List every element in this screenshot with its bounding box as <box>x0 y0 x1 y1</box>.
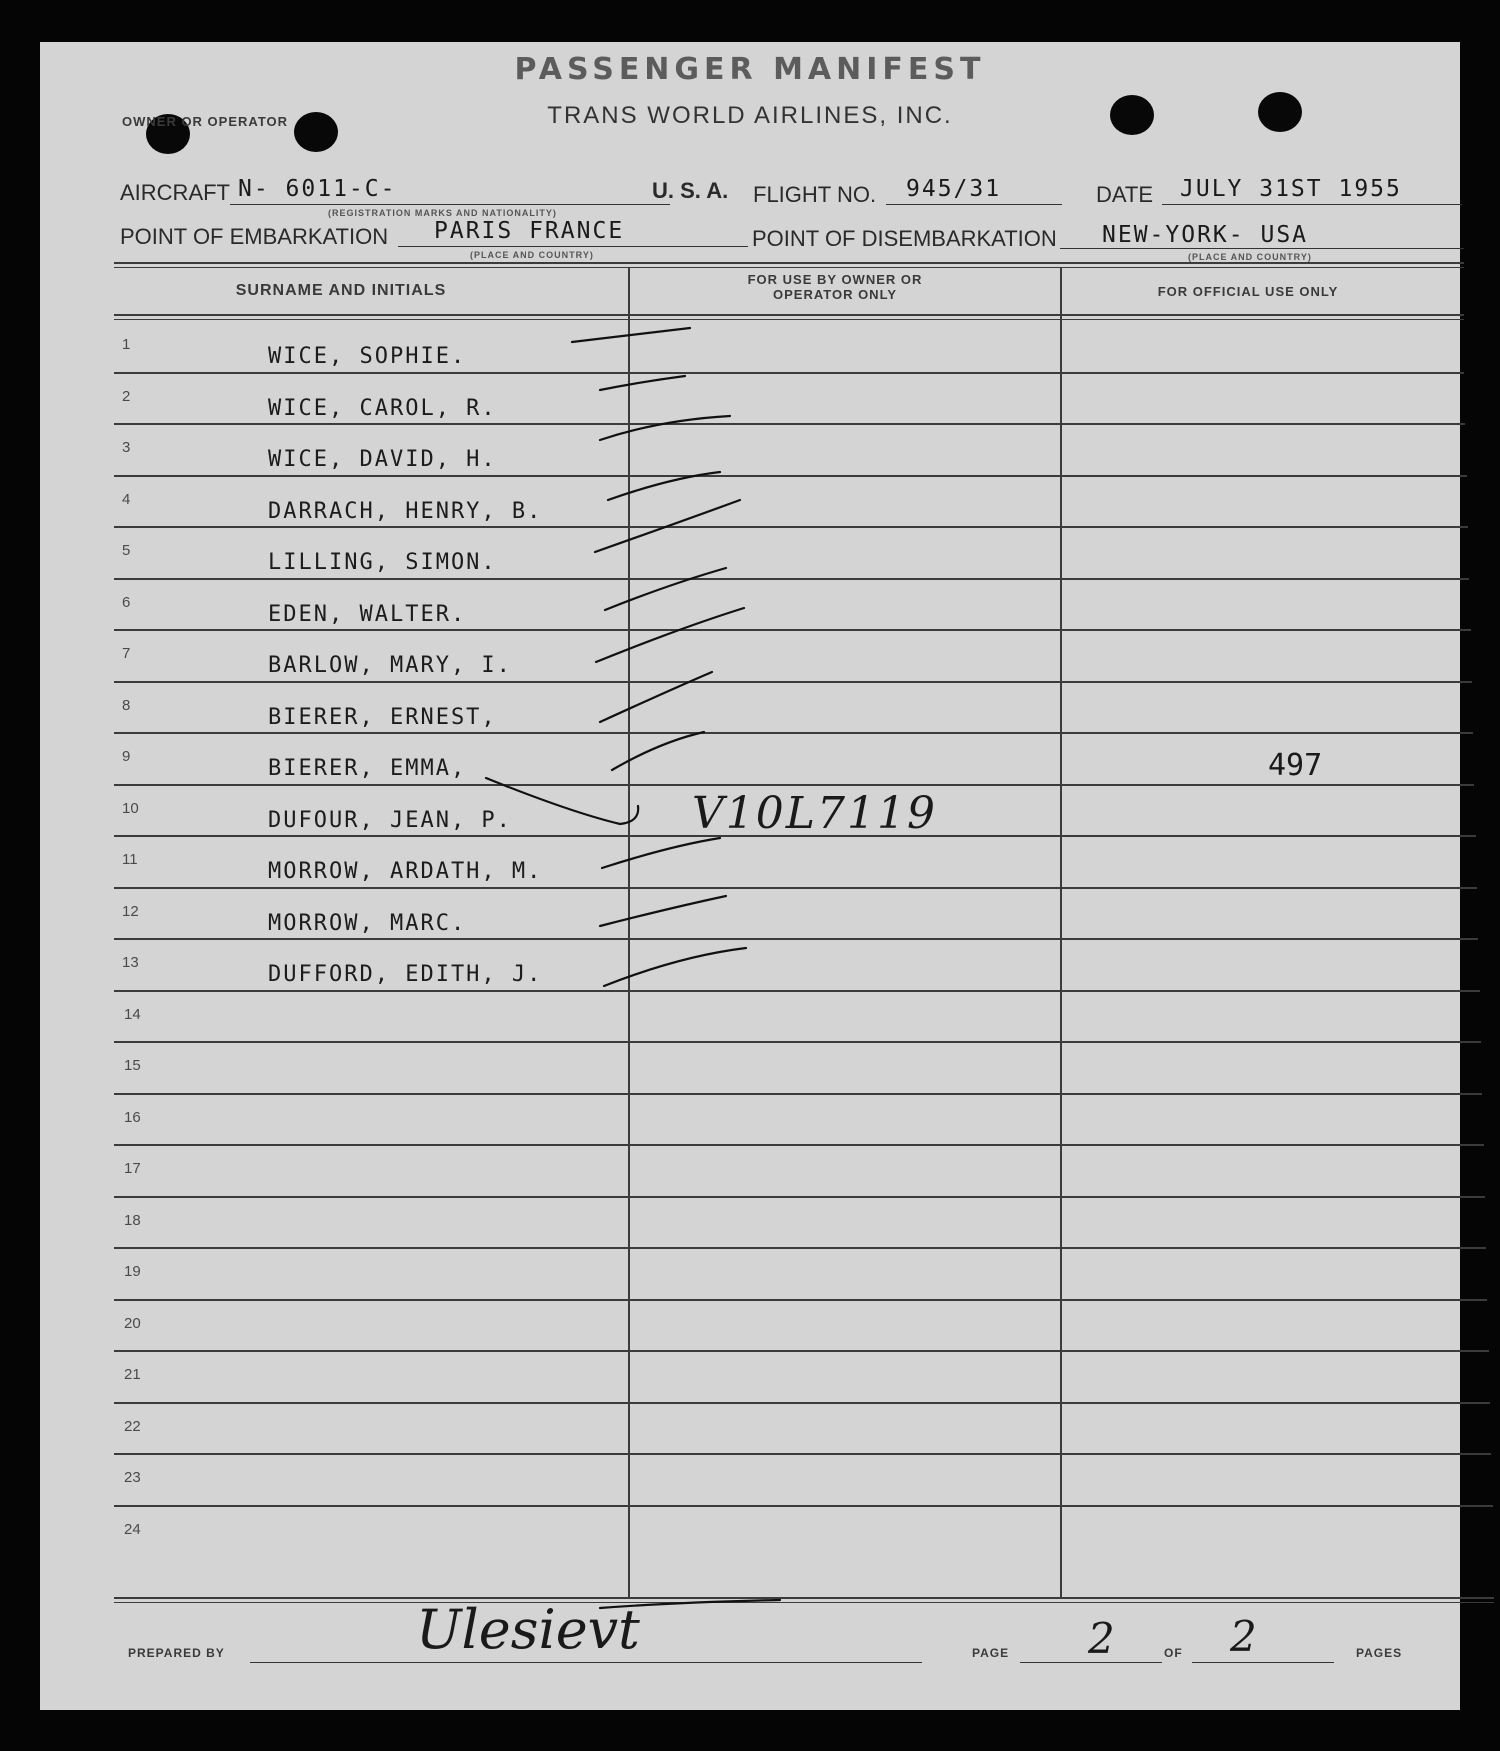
column-header-official-use: FOR OFFICIAL USE ONLY <box>1157 284 1339 299</box>
of-label: OF <box>1164 1646 1183 1660</box>
passenger-name: BARLOW, MARY, I. <box>268 653 512 678</box>
official-note: 497 <box>1268 748 1323 783</box>
check-mark <box>604 948 746 986</box>
airline-name: TRANS WORLD AIRLINES, INC. <box>547 102 953 129</box>
check-mark <box>600 376 685 390</box>
check-mark <box>572 328 690 342</box>
passenger-name: WICE, CAROL, R. <box>268 395 497 421</box>
row-number: 14 <box>124 1005 141 1023</box>
document-title: PASSENGER MANIFEST <box>514 52 986 87</box>
row-number: 9 <box>122 748 131 765</box>
row-number: 2 <box>122 387 131 405</box>
disembarkation-sublabel: (PLACE AND COUNTRY) <box>1188 252 1312 262</box>
check-mark <box>608 472 720 500</box>
disembarkation-label: POINT OF DISEMBARKATION <box>752 226 1057 251</box>
passenger-name: BIERER, EMMA, <box>268 756 467 781</box>
registration-sublabel: (REGISTRATION MARKS AND NATIONALITY) <box>328 208 557 218</box>
row-number: 21 <box>124 1366 141 1383</box>
pages-label: PAGES <box>1356 1646 1403 1660</box>
row-number: 11 <box>122 851 138 868</box>
passenger-name: WICE, DAVID, H. <box>268 447 497 472</box>
prepared-by-label: PREPARED BY <box>128 1646 225 1660</box>
check-mark <box>600 672 712 722</box>
row-number: 4 <box>122 490 131 508</box>
aircraft-label: AIRCRAFT <box>120 180 230 205</box>
total-pages: 2 <box>1230 1612 1257 1661</box>
passenger-name: DUFOUR, JEAN, P. <box>268 807 512 833</box>
check-mark <box>595 500 740 552</box>
owner-note: V10L7119 <box>692 788 937 839</box>
date-label: DATE <box>1096 182 1154 207</box>
check-mark <box>486 778 638 824</box>
check-mark <box>612 732 704 770</box>
row-number: 19 <box>124 1263 141 1280</box>
row-number: 18 <box>124 1211 141 1229</box>
row-number: 17 <box>124 1160 141 1177</box>
flight-label: FLIGHT NO. <box>753 182 877 207</box>
passenger-name: MORROW, ARDATH, M. <box>268 859 543 884</box>
passenger-name: DUFFORD, EDITH, J. <box>268 962 543 987</box>
row-number: 6 <box>122 593 131 611</box>
row-number: 23 <box>124 1469 141 1486</box>
row-number: 15 <box>124 1057 141 1074</box>
page-label: PAGE <box>972 1646 1010 1660</box>
flight-number: 945/31 <box>906 176 1002 202</box>
check-mark <box>602 838 720 868</box>
column-header-surname: SURNAME AND INITIALS <box>235 282 447 299</box>
row-number: 12 <box>122 902 139 920</box>
check-mark <box>605 568 726 610</box>
check-mark <box>600 416 730 440</box>
aircraft-registration: N- 6011-C- <box>238 176 397 202</box>
embarkation-sublabel: (PLACE AND COUNTRY) <box>470 250 594 260</box>
page-number: 2 <box>1088 1614 1115 1663</box>
signature-flourish <box>600 1600 780 1608</box>
row-number: 13 <box>122 954 139 971</box>
column-header-owner-use: FOR USE BY OWNER OR OPERATOR ONLY <box>747 272 923 302</box>
owner-operator-label: OWNER OR OPERATOR <box>122 114 289 129</box>
embarkation-label: POINT OF EMBARKATION <box>120 224 389 249</box>
row-number: 3 <box>122 439 131 456</box>
passenger-name: MORROW, MARC. <box>268 910 467 936</box>
passenger-name: LILLING, SIMON. <box>268 550 497 575</box>
row-number: 7 <box>122 645 131 662</box>
check-marks <box>40 42 1460 1710</box>
passenger-name: EDEN, WALTER. <box>268 601 467 627</box>
passenger-name: BIERER, ERNEST, <box>268 704 497 730</box>
signature: Ulesievt <box>416 1598 640 1661</box>
disembarkation-value: NEW-YORK- USA <box>1102 222 1309 248</box>
check-mark <box>600 896 726 926</box>
date-value: JULY 31ST 1955 <box>1180 176 1402 202</box>
check-mark <box>596 608 744 662</box>
row-number: 8 <box>122 696 131 714</box>
manifest-page <box>40 42 1460 1710</box>
passenger-name: DARRACH, HENRY, B. <box>268 498 543 524</box>
row-number: 10 <box>122 799 139 817</box>
row-number: 16 <box>124 1108 141 1126</box>
passenger-name: WICE, SOPHIE. <box>268 344 467 369</box>
country-label: U. S. A. <box>652 178 729 203</box>
embarkation-value: PARIS FRANCE <box>434 218 625 244</box>
row-number: 22 <box>124 1417 141 1435</box>
row-number: 5 <box>122 542 131 559</box>
row-number: 1 <box>122 336 131 353</box>
row-number: 24 <box>124 1520 141 1538</box>
row-number: 20 <box>124 1314 141 1332</box>
